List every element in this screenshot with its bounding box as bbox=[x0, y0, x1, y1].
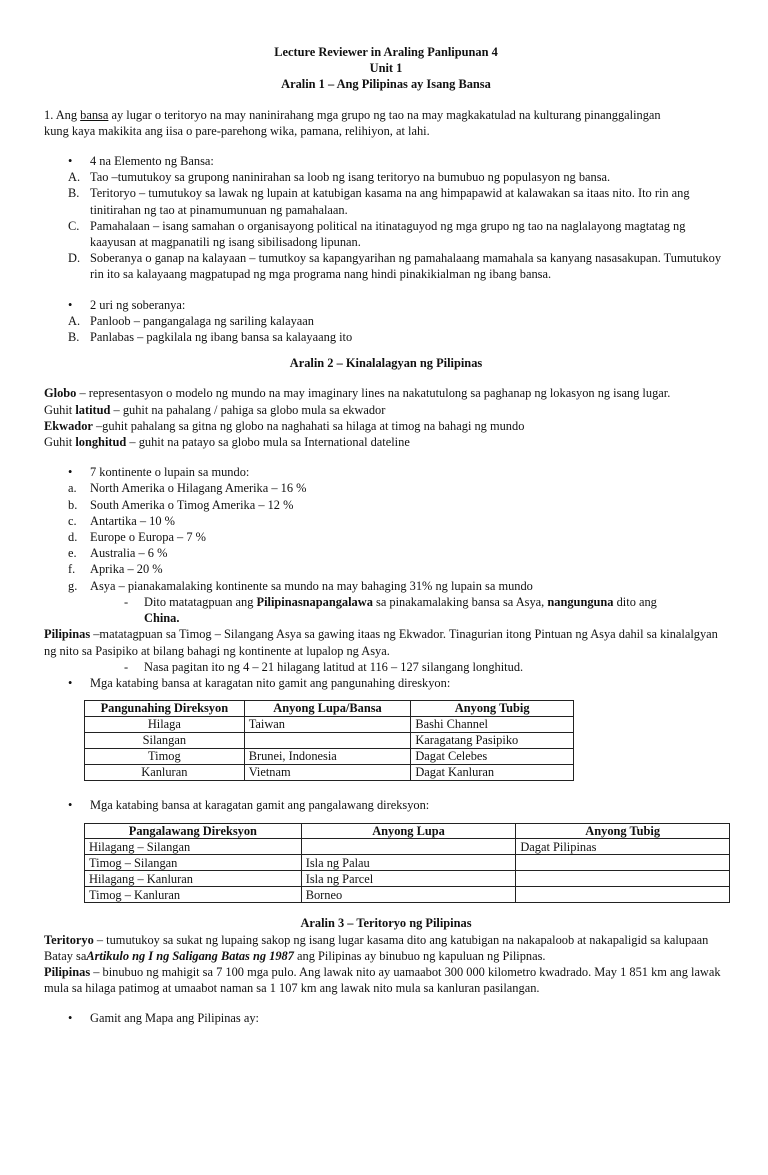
continent-marker: f. bbox=[68, 562, 76, 577]
secondary-direction-table bbox=[84, 823, 730, 904]
secondary-direction-bullet: • Mga katabing bansa at karagatan gamit ang pangalawang direksyon: bbox=[68, 797, 430, 812]
document-header bbox=[44, 44, 728, 93]
longhitud-definition: Guhit longhitud – guhit na patayo sa globo mula sa International dateline bbox=[44, 435, 410, 450]
table-cell: Isla ng Parcel bbox=[301, 871, 516, 887]
continents-list bbox=[44, 480, 728, 593]
t2-header-cell: Pangalawang Direksyon bbox=[85, 823, 302, 839]
table-cell: Timog – Kanluran bbox=[85, 887, 302, 903]
sovereignty-item bbox=[44, 313, 728, 329]
table-cell: Silangan bbox=[85, 732, 245, 748]
primary-direction-bullet: • Mga katabing bansa at karagatan nito gamit ang pangunahing direskyon: bbox=[68, 675, 451, 690]
table-cell bbox=[516, 887, 730, 903]
continent-item bbox=[44, 545, 728, 561]
continent-text: Aprika – 20 % bbox=[90, 562, 163, 577]
unit-label: Unit 1 bbox=[369, 61, 403, 76]
table-row bbox=[85, 839, 730, 855]
element-item bbox=[44, 169, 728, 185]
coordinates-note: - Nasa pagitan ito ng 4 – 21 hilagang latitud at 116 – 127 silangang longhitud. bbox=[124, 659, 524, 674]
table-row bbox=[85, 748, 574, 764]
bansa-definition: 1. Ang bansa ay lugar o teritoryo na may naninirahang mga grupo ng tao na may magkakatulad na kulturang pinanggalingan bbox=[44, 107, 661, 122]
continent-item bbox=[44, 578, 728, 594]
continent-item bbox=[44, 529, 728, 545]
pilipinas-area: Pilipinas – binubuo ng mahigit sa 7 100 mga pulo. Ang lawak nito ay uamaabot 300 000 kilometro kwadrado. May 1 851 km ang lawak mula sa hilaga patimog at umaabot naman sa 1 107 km ang lawak nito mula sa kanluran pasilangan. bbox=[44, 964, 721, 996]
saligang-batas-line: Batay saArtikulo ng I ng Saligang Batas ng 1987 ang Pilipinas ay binubuo ng kapuluan ng Pilipnas. bbox=[44, 948, 546, 963]
map-bullet: • Gamit ang Mapa ang Pilipinas ay: bbox=[68, 1011, 259, 1026]
table-cell: Hilagang – Kanluran bbox=[85, 871, 302, 887]
table-cell bbox=[301, 839, 516, 855]
teritoryo-definition: Teritoryo – tumutukoy sa sukat ng lupaing sakop ng isang lugar kasama dito ang katubigan na nakapaloob at nakapaligid sa kalupaan bbox=[44, 932, 709, 947]
continent-text: South Amerika o Timog Amerika – 12 % bbox=[90, 497, 294, 512]
table-cell: Timog – Silangan bbox=[85, 855, 302, 871]
table-row bbox=[85, 764, 574, 780]
ekwador-definition: Ekwador –guhit pahalang sa gitna ng globo na naghahati sa hilaga at timog na bahagi ng mundo bbox=[44, 418, 525, 433]
continent-marker: b. bbox=[68, 497, 78, 512]
table-row bbox=[85, 716, 574, 732]
bullet-icon: • bbox=[68, 1011, 73, 1026]
sovereignty-marker: A. bbox=[68, 313, 81, 328]
table-cell: Taiwan bbox=[244, 716, 411, 732]
table-cell: Isla ng Palau bbox=[301, 855, 516, 871]
lesson-2-title: Aralin 2 – Kinalalagyan ng Pilipinas bbox=[289, 356, 483, 371]
element-marker: D. bbox=[68, 251, 81, 266]
continent-text: Europe o Europa – 7 % bbox=[90, 530, 206, 545]
continent-item bbox=[44, 480, 728, 496]
latitud-definition: Guhit latitud – guhit na pahalang / pahiga sa globo mula sa ekwador bbox=[44, 402, 386, 417]
t1-header-cell: Pangunahing Direksyon bbox=[85, 701, 245, 717]
t2-header-cell: Anyong Tubig bbox=[516, 823, 730, 839]
pilipinas-location: Pilipinas –matatagpuan sa Timog – Silangang Asya sa gawing itaas ng Ekwador. Tinagurian itong Pintuan ng Asya dahil sa kinalalgyan ng nito sa Pasipiko at bilang bahagi ng kontinente at lupalop ng Asya. bbox=[44, 627, 718, 658]
continent-marker: a. bbox=[68, 481, 77, 496]
continents-bullet: • 7 kontinente o lupain sa mundo: bbox=[68, 465, 250, 480]
element-marker: B. bbox=[68, 186, 80, 201]
continent-text: Australia – 6 % bbox=[90, 546, 168, 561]
continent-text: Antartika – 10 % bbox=[90, 513, 175, 528]
sovereignty-list bbox=[44, 313, 728, 345]
bansa-term: bansa bbox=[80, 107, 109, 122]
continent-text: North Amerika o Hilagang Amerika – 16 % bbox=[90, 481, 307, 496]
bullet-icon: • bbox=[68, 154, 73, 169]
bullet-icon: • bbox=[68, 797, 73, 812]
globo-definition: Globo – representasyon o modelo ng mundo na may imaginary lines na nakatutulong sa paghanap ng lokasyon ng isang lugar. bbox=[44, 386, 671, 401]
element-text: Teritoryo – tumutukoy sa lawak ng lupain at katubigan kasama na ang himpapawid at kalawakan sa itaas nito. Ito rin ang tinitirahan ng tao at pinamumunuan ng pamahalaan. bbox=[90, 186, 690, 217]
element-item bbox=[44, 250, 728, 282]
table-cell: Dagat Kanluran bbox=[411, 764, 574, 780]
table-cell: Hilaga bbox=[85, 716, 245, 732]
continent-item bbox=[44, 497, 728, 513]
continent-item bbox=[44, 513, 728, 529]
bullet-icon: • bbox=[68, 297, 73, 312]
bansa-definition-line2: kung kaya makikita ang iisa o pare-parehong wika, pamana, relihiyon, at lahi. bbox=[44, 123, 430, 138]
document-title: Lecture Reviewer in Araling Panlipunan 4 bbox=[274, 45, 498, 59]
bullet-icon: • bbox=[68, 465, 73, 480]
element-text: Tao –tumutukoy sa grupong naninirahan sa loob ng isang teritoryo na bumubuo ng populasyon ng bansa. bbox=[90, 170, 611, 185]
table-row bbox=[85, 871, 730, 887]
primary-direction-table bbox=[84, 700, 574, 781]
lesson-1-title: Aralin 1 – Ang Pilipinas ay Isang Bansa bbox=[281, 77, 491, 92]
continent-item bbox=[44, 561, 728, 577]
t1-header-cell: Anyong Tubig bbox=[411, 701, 574, 717]
table-cell bbox=[516, 855, 730, 871]
elements-list bbox=[44, 169, 728, 282]
continent-marker: g. bbox=[68, 578, 78, 593]
sovereignty-text: Panloob – pangangalaga ng sariling kalayaan bbox=[90, 313, 314, 328]
table-row bbox=[85, 887, 730, 903]
lesson-3-title: Aralin 3 – Teritoryo ng Pilipinas bbox=[300, 916, 472, 931]
table-cell: Vietnam bbox=[244, 764, 411, 780]
sovereignty-item bbox=[44, 329, 728, 345]
continent-text: Asya – pianakamalaking kontinente sa mundo na may bahaging 31% ng lupain sa mundo bbox=[90, 578, 533, 593]
table-cell: Dagat Celebes bbox=[411, 748, 574, 764]
table-cell: Dagat Pilipinas bbox=[516, 839, 730, 855]
table-cell bbox=[516, 871, 730, 887]
element-text: Pamahalaan – isang samahan o organisayong political na itinataguyod ng mga grupo ng tao na naglalayong magtatag ng kaayusan at magpanatili ng isang sibilisadong lipunan. bbox=[90, 218, 686, 250]
table-cell: Karagatang Pasipiko bbox=[411, 732, 574, 748]
table-cell: Brunei, Indonesia bbox=[244, 748, 411, 764]
table-row bbox=[85, 732, 574, 748]
t2-header-cell: Anyong Lupa bbox=[301, 823, 516, 839]
table-cell: Bashi Channel bbox=[411, 716, 574, 732]
table-cell: Timog bbox=[85, 748, 245, 764]
continent-marker: c. bbox=[68, 513, 77, 528]
table-cell: Hilagang – Silangan bbox=[85, 839, 302, 855]
element-item bbox=[44, 218, 728, 250]
continent-marker: d. bbox=[68, 530, 78, 545]
asia-note: - Dito matatagpuan ang Pilipinasnapangalawa sa pinakamalaking bansa sa Asya, nangunguna dito ang China. bbox=[124, 594, 657, 626]
sovereignty-bullet: • 2 uri ng soberanya: bbox=[68, 297, 186, 312]
bullet-icon: • bbox=[68, 675, 73, 690]
sovereignty-text: Panlabas – pagkilala ng ibang bansa sa kalayaang ito bbox=[90, 330, 353, 345]
element-marker: C. bbox=[68, 218, 80, 233]
element-item bbox=[44, 185, 728, 217]
t1-header-cell: Anyong Lupa/Bansa bbox=[244, 701, 411, 717]
element-text: Soberanya o ganap na kalayaan – tumutkoy sa kapangyarihan ng pamahalaang mamahala sa kanyang nasasakupan. Tumutukoy rin ito sa kalayaang magpatupad ng mga programa nang hindi pinakikialman ng ibang bansa. bbox=[90, 251, 722, 282]
table-cell: Borneo bbox=[301, 887, 516, 903]
element-marker: A. bbox=[68, 170, 81, 185]
table-row bbox=[85, 855, 730, 871]
elements-bullet: • 4 na Elemento ng Bansa: bbox=[68, 154, 214, 169]
table-cell: Kanluran bbox=[85, 764, 245, 780]
table-cell bbox=[244, 732, 411, 748]
continent-marker: e. bbox=[68, 546, 77, 561]
sovereignty-marker: B. bbox=[68, 330, 80, 345]
